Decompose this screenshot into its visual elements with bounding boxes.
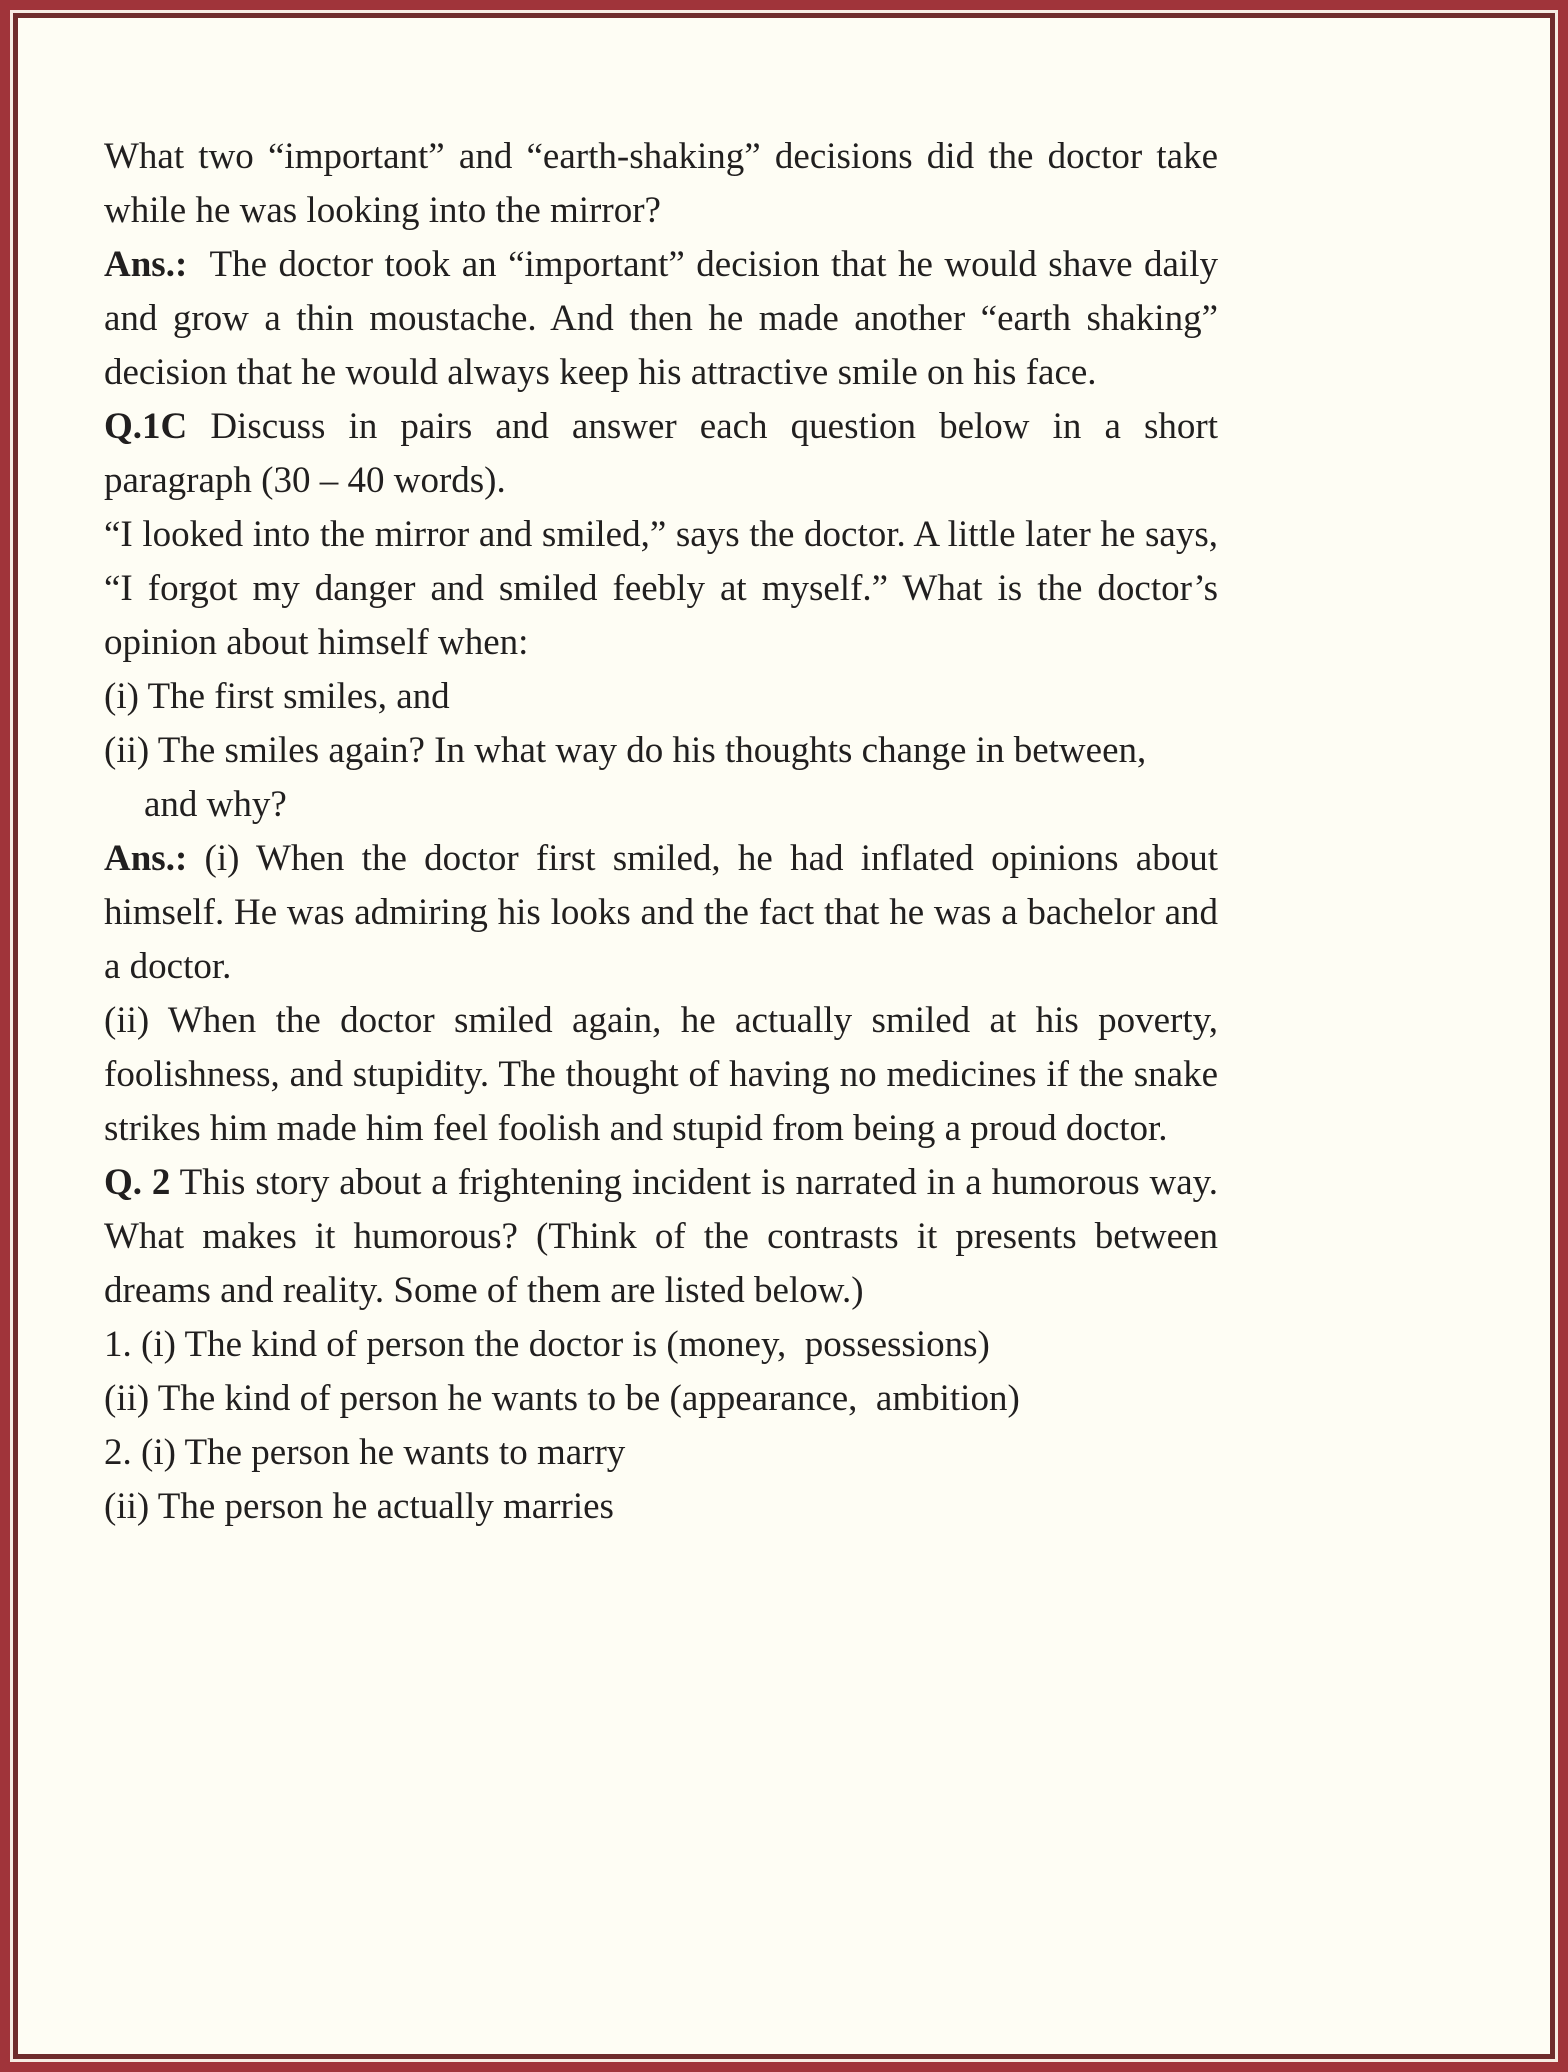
q1c-subitem-i: (i) The first smiles, and (104, 676, 450, 717)
q1b-answer-label: Ans.: (104, 244, 188, 285)
q1b-answer-text: The doctor took an “important” decision that he would shave daily and grow a thin moustache. And then he made another “earth shaking” decision that he would always keep his attractive smile on his face. (104, 244, 1218, 393)
page-dark-frame-line (13, 13, 1555, 2059)
q2-question-label: Q. 2 (104, 1162, 171, 1203)
q1c-answer-paragraph-ii: (ii) When the doctor smiled again, he actually smiled at his poverty, foolishness, and stupidity. The thought of having no medicines if the snake strikes him made him feel foolish and stupid from being a proud doctor. (104, 1000, 1218, 1149)
q2-list-item-2i: 2. (i) The person he wants to marry (104, 1432, 626, 1473)
q2-list-item-2ii: (ii) The person he actually marries (104, 1486, 614, 1527)
q1c-subitem-ii-continuation: and why? (144, 784, 287, 825)
q1b-answer-paragraph (104, 238, 1218, 400)
q2-question-paragraph (104, 1156, 1218, 1318)
q1c-answer-paragraph-i (104, 832, 1218, 994)
page-light-frame-line (10, 10, 1558, 2062)
q1c-question-label: Q.1C (104, 406, 188, 447)
q1c-answer-label: Ans.: (104, 838, 188, 879)
q1c-quote-text: “I looked into the mirror and smiled,” says the doctor. A little later he says, “I forgot my danger and smiled feebly at myself.” What is the doctor’s opinion about himself when: (104, 514, 1218, 663)
q2-list-item-1ii: (ii) The kind of person he wants to be (appearance, ambition) (104, 1378, 1020, 1419)
text-column (104, 130, 1218, 1534)
q2-list-item-1i: 1. (i) The kind of person the doctor is (money, possessions) (104, 1324, 990, 1365)
q2-question-text: This story about a frightening incident is narrated in a humorous way. What makes it humorous? (Think of the contrasts it presents between dreams and reality. Some of them are listed below.) (104, 1162, 1218, 1311)
q1c-subitem-ii: (ii) The smiles again? In what way do his thoughts change in between, (104, 730, 1147, 771)
q1b-question-text: What two “important” and “earth-shaking” decisions did the doctor take while he was looking into the mirror? (104, 136, 1218, 231)
q1c-question-text: Discuss in pairs and answer each question below in a short paragraph (30 – 40 words). (104, 406, 1218, 501)
q1c-answer-text-i: (i) When the doctor first smiled, he had inflated opinions about himself. He was admiring his looks and the fact that he was a bachelor and a doctor. (104, 838, 1218, 987)
q1c-heading-paragraph (104, 400, 1218, 508)
document-page (18, 18, 1550, 2054)
